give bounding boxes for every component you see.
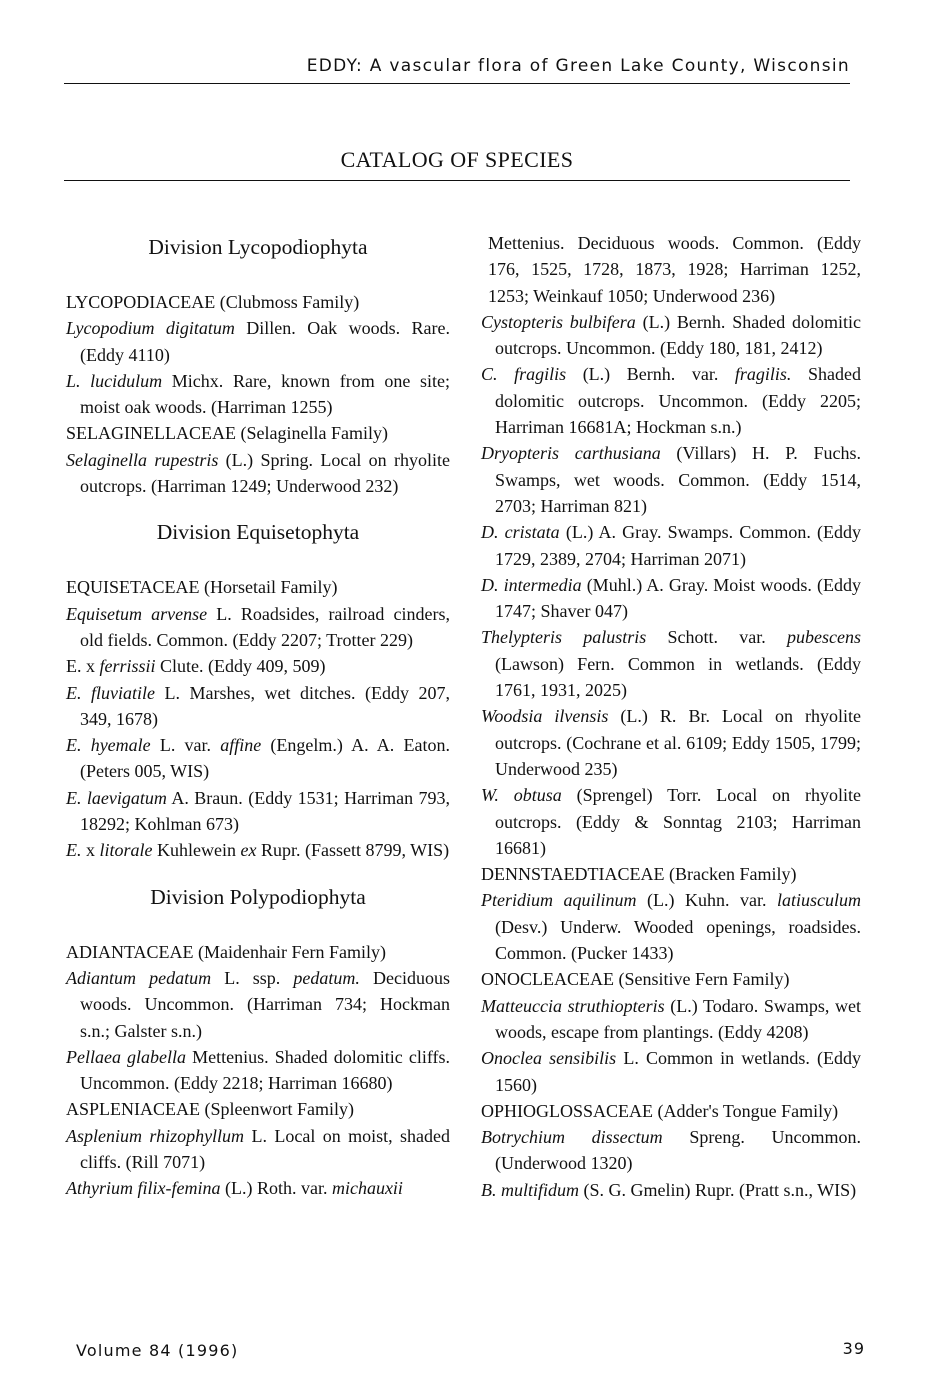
family-heading: ASPLENIACEAE (Spleenwort Family): [66, 1099, 354, 1120]
species-name: W. obtusa: [481, 785, 562, 806]
left-column: [66, 230, 450, 1202]
header-rule: [64, 83, 850, 84]
section-title: CATALOG OF SPECIES: [340, 147, 574, 172]
species-name: Cystopteris bulbifera: [481, 311, 636, 332]
species-entry: E. x litorale Kuhlewein ex Rupr. (Fassett 8799, WIS): [66, 840, 450, 861]
family-heading: DENNSTAEDTIACEAE (Bracken Family): [481, 864, 797, 885]
species-entry: Thelypteris palustris Schott. var. pubescens (Lawson) Fern. Common in wetlands. (Eddy 1761, 1931, 2025): [481, 627, 861, 701]
species-entry: Selaginella rupestris (L.) Spring. Local on rhyolite outcrops. (Harriman 1249; Underwood 232): [66, 449, 450, 497]
division-heading: Division Polypodiophyta: [150, 884, 366, 909]
species-name: D. intermedia: [481, 574, 582, 595]
species-name: Botrychium dissectum: [481, 1127, 663, 1148]
species-entry: Asplenium rhizophyllum L. Local on moist, shaded cliffs. (Rill 7071): [66, 1125, 450, 1173]
species-name: Lycopodium digitatum: [66, 318, 235, 339]
division-heading: Division Lycopodiophyta: [148, 235, 368, 259]
species-entry: E. laevigatum A. Braun. (Eddy 1531; Harriman 793, 18292; Kohlman 673): [66, 787, 450, 835]
species-entry: Pteridium aquilinum (L.) Kuhn. var. latiusculum (Desv.) Underw. Wooded openings, roadsides. Common. (Pucker 1433): [481, 890, 861, 964]
species-name: E. laevigatum: [66, 787, 167, 808]
species-name: Asplenium rhizophyllum: [66, 1125, 245, 1146]
species-name: C. fragilis: [481, 364, 567, 385]
species-name: Adiantum pedatum: [66, 967, 212, 988]
species-name: Thelypteris palustris: [481, 627, 647, 648]
family-heading: ADIANTACEAE (Maidenhair Fern Family): [66, 941, 386, 962]
species-name: L. lucidulum: [66, 370, 163, 391]
species-entry: Matteuccia struthiopteris (L.) Todaro. Swamps, wet woods, escape from plantings. (Eddy 4208): [481, 995, 861, 1042]
species-entry: D. cristata (L.) A. Gray. Swamps. Common. (Eddy 1729, 2389, 2704; Harriman 2071): [481, 522, 861, 569]
species-name: B. multifidum: [481, 1179, 579, 1200]
title-rule: [64, 180, 850, 181]
species-name: E. fluviatile: [66, 682, 155, 703]
species-name: Equisetum arvense: [66, 603, 208, 624]
species-entry: Athyrium filix-femina (L.) Roth. var. michauxii: [66, 1178, 403, 1199]
species-name: E. hyemale: [66, 735, 151, 756]
species-entry: Equisetum arvense L. Roadsides, railroad cinders, old fields. Common. (Eddy 2207; Trotter 229): [66, 603, 451, 650]
species-entry: Dryopteris carthusiana (Villars) H. P. Fuchs. Swamps, wet woods. Common. (Eddy 1514, 2703; Harriman 821): [481, 443, 861, 516]
species-entry: E. x ferrissii Clute. (Eddy 409, 509): [66, 656, 326, 677]
family-heading: OPHIOGLOSSACEAE (Adder's Tongue Family): [481, 1100, 839, 1121]
volume-footer: Volume 84 (1996): [76, 1341, 239, 1360]
species-entry: E. hyemale L. var. affine (Engelm.) A. A. Eaton. (Peters 005, WIS): [66, 735, 450, 782]
species-entry: E. fluviatile L. Marshes, wet ditches. (Eddy 207, 349, 1678): [66, 682, 450, 729]
species-entry: Woodsia ilvensis (L.) R. Br. Local on rhyolite outcrops. (Cochrane et al. 6109; Eddy 1505, 1799; Underwood 235): [481, 706, 861, 779]
running-head: EDDY: A vascular flora of Green Lake County, Wisconsin: [306, 56, 850, 76]
species-entry: C. fragilis (L.) Bernh. var. fragilis. Shaded dolomitic outcrops. Uncommon. (Eddy 2205; Harriman 16681A; Hockman s.n.): [481, 364, 861, 438]
species-entry: W. obtusa (Sprengel) Torr. Local on rhyolite outcrops. (Eddy & Sonntag 2103; Harriman 16681): [481, 785, 861, 858]
species-name: Pteridium aquilinum: [481, 890, 637, 911]
species-entry: Lycopodium digitatum Dillen. Oak woods. Rare. (Eddy 4110): [66, 318, 450, 365]
species-entry: D. intermedia (Muhl.) A. Gray. Moist woods. (Eddy 1747; Shaver 047): [481, 574, 862, 622]
page-number: 39: [842, 1339, 865, 1358]
species-name: Dryopteris carthusiana: [481, 443, 661, 464]
species-name: Selaginella rupestris: [66, 449, 219, 470]
species-name: ferrissii: [99, 656, 156, 677]
species-entry: Onoclea sensibilis L. Common in wetlands. (Eddy 1560): [481, 1048, 861, 1095]
family-heading: ONOCLEACEAE (Sensitive Fern Family): [481, 969, 790, 990]
species-name: Onoclea sensibilis: [481, 1048, 617, 1069]
species-name: Pellaea glabella: [66, 1046, 187, 1067]
right-column: [481, 230, 861, 1203]
division-heading: Division Equisetophyta: [156, 520, 360, 545]
species-name: Woodsia ilvensis: [481, 706, 609, 727]
species-entry-continued: Mettenius. Deciduous woods. Common. (Eddy 176, 1525, 1728, 1873, 1928; Harriman 1252, 1253; Weinkauf 1050; Underwood 236): [488, 233, 861, 306]
species-entry: Cystopteris bulbifera (L.) Bernh. Shaded dolomitic outcrops. Uncommon. (Eddy 180, 181, 2412): [481, 311, 861, 359]
species-entry: Pellaea glabella Mettenius. Shaded dolomitic cliffs. Uncommon. (Eddy 2218; Harriman 16680): [66, 1046, 450, 1094]
species-name: D. cristata: [481, 522, 560, 543]
family-heading: EQUISETACEAE (Horsetail Family): [66, 577, 338, 598]
family-heading: LYCOPODIACEAE (Clubmoss Family): [66, 292, 360, 312]
species-name: E.: [66, 840, 82, 861]
species-entry: L. lucidulum Michx. Rare, known from one site; moist oak woods. (Harriman 1255): [66, 370, 450, 418]
species-name: Athyrium filix-femina: [66, 1178, 221, 1199]
species-name: Matteuccia struthiopteris: [481, 995, 665, 1016]
species-entry: Adiantum pedatum L. ssp. pedatum. Deciduous woods. Uncommon. (Harriman 734; Hockman s.n.; Galster s.n.): [66, 967, 450, 1041]
family-heading: SELAGINELLACEAE (Selaginella Family): [66, 423, 388, 444]
species-entry: Botrychium dissectum Spreng. Uncommon. (Underwood 1320): [481, 1127, 862, 1174]
species-entry: B. multifidum (S. G. Gmelin) Rupr. (Pratt s.n., WIS): [481, 1179, 857, 1200]
